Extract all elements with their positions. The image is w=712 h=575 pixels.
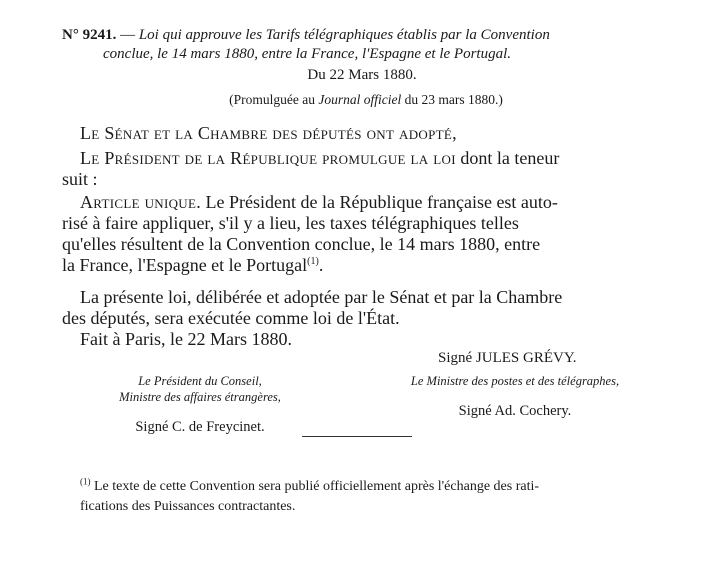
promulgation-suffix: du 23 mars 1880.): [401, 92, 503, 107]
signature-block-left: [90, 373, 310, 435]
footnote-line-1: Le texte de cette Convention sera publié officiellement après l'échange des rati-: [90, 479, 540, 494]
journal-name: Journal officiel: [318, 92, 402, 107]
signature-cochery: Signé Ad. Cochery.: [458, 403, 572, 419]
law-header-line-1: [62, 26, 662, 45]
president-promulgue-line: [80, 148, 654, 169]
article-end: .: [318, 255, 324, 275]
president-promulgue-rest: dont la teneur: [455, 148, 560, 168]
footnote-line-2: fications des Puissances contractantes.: [80, 499, 296, 514]
law-title-line-2: conclue, le 14 mars 1880, entre la France, l'Espagne et le Portugal.: [103, 46, 511, 62]
footnote-marker: (1): [80, 476, 91, 487]
article-line-2: risé à faire appliquer, s'il y a lieu, les taxes télégraphiques telles: [62, 213, 519, 233]
suit-line: suit :: [62, 169, 98, 189]
ministre-affaires-role: Ministre des affaires étrangères,: [119, 390, 281, 404]
law-title-line-1: Loi qui approuve les Tarifs télégraphiques établis par la Convention: [138, 27, 550, 43]
article-text-1: Le Président de la République française est auto-: [201, 192, 558, 212]
article-line-3: qu'elles résultent de la Convention conclue, le 14 mars 1880, entre: [62, 234, 541, 254]
president-conseil-role: Le Président du Conseil,: [138, 374, 262, 388]
president-promulgue-caps: Le Président de la République promulgue la loi: [80, 148, 456, 168]
article-line-1: [80, 192, 654, 213]
fait-a-paris: Fait à Paris, le 22 Mars 1880.: [80, 329, 292, 349]
senat-adopte-line: Le Sénat et la Chambre des députés ont adopté,: [80, 123, 457, 143]
signature-block-right: [380, 373, 650, 419]
separator-rule: [302, 436, 412, 437]
footnote: [80, 477, 654, 517]
presente-loi-line-2: des députés, sera exécutée comme loi de l'État.: [62, 308, 400, 328]
law-number: N° 9241.: [62, 27, 117, 43]
article-label: Article unique.: [80, 192, 202, 212]
ministre-postes-role: Le Ministre des postes et des télégraphes,: [410, 374, 620, 388]
law-date: Du 22 Mars 1880.: [307, 67, 417, 83]
signature-president: Signé JULES GRÉVY.: [438, 350, 577, 366]
article-line-4: [62, 255, 654, 276]
article-text-4: la France, l'Espagne et le Portugal: [62, 255, 308, 275]
footnote-ref: (1): [307, 256, 319, 267]
signature-freycinet: Signé C. de Freycinet.: [135, 419, 265, 435]
promulgation-note: [0, 92, 712, 108]
presente-loi-line-1: La présente loi, délibérée et adoptée par le Sénat et par la Chambre: [80, 287, 563, 307]
promulgation-prefix: (Promulguée au: [229, 92, 319, 107]
header-dash: —: [116, 27, 139, 43]
